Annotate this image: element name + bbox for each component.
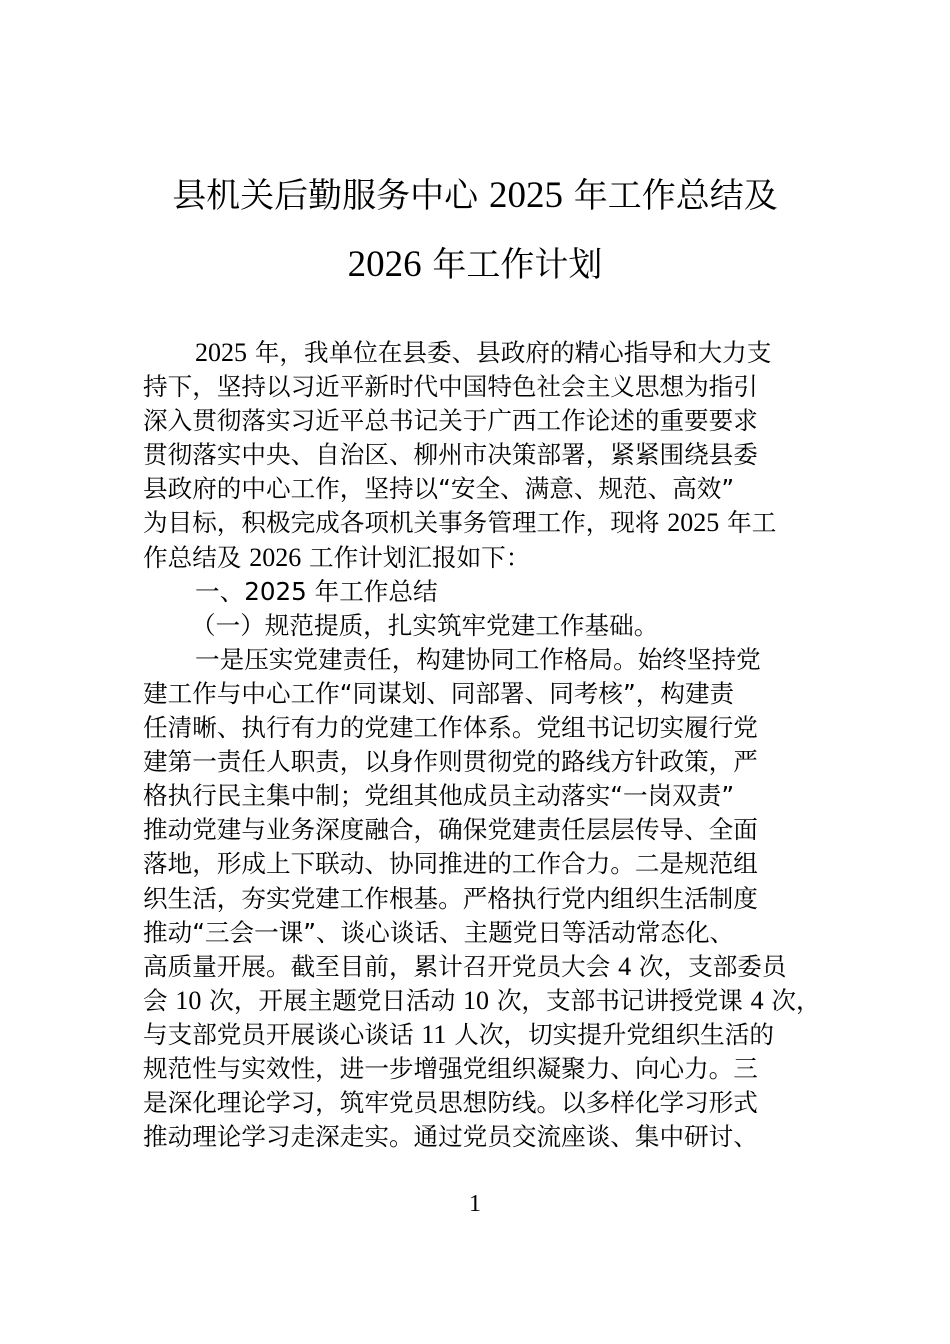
body-text-segment: 年工 (719, 508, 777, 538)
body-text-segment: 年，我单位在县委、县政府的精心指导和大力支 (247, 338, 772, 367)
body-line (143, 984, 821, 1018)
title-text-post: 年工作总结及 (563, 176, 778, 216)
body-text-segment: 任清晰、执行有力的党建工作体系。党组书记切实履行党 (143, 713, 758, 743)
body-line (143, 711, 807, 745)
body-text-segment: 次，支部委员 (631, 951, 787, 981)
body-text-segment: 推动党建与业务深度融合，确保党建责任层层传导、全面 (143, 815, 758, 845)
body-text-segment: 为目标，积极完成各项机关事务管理工作，现将 (143, 508, 668, 538)
body-text-segment: 工作计划汇报如下： (301, 542, 531, 572)
body-text-segment: （一）规范提质，扎实筑牢党建工作基础。 (191, 610, 659, 640)
body-text-segment: 建第一责任人职责，以身作则贯彻党的路线方针政策，严 (143, 747, 758, 777)
body-text-segment: 规范性与实效性，进一步增强党组织凝聚力、向心力。三 (143, 1053, 758, 1083)
body-number: 11 (421, 1019, 447, 1049)
body-line (143, 745, 807, 779)
body-text-segment: 一、2025 年工作总结 (195, 576, 438, 606)
body-text-segment: 一是压实党建责任，构建协同工作格局。始终坚持党 (195, 644, 761, 674)
body-text-segment: 会 (143, 985, 176, 1015)
body-line (143, 950, 807, 984)
body-line (143, 336, 807, 370)
document-title-line-1 (0, 176, 950, 216)
body-text-segment: 贯彻落实中央、自治区、柳州市决策部署，紧紧围绕县委 (143, 440, 758, 470)
body-number: 4 (618, 951, 632, 981)
body-line (143, 677, 807, 711)
body-number: 4 (750, 985, 764, 1015)
title-year-2026: 2026 (347, 244, 422, 285)
body-line (143, 541, 807, 575)
body-text-segment: 格执行民主集中制；党组其他成员主动落实“一岗双责” (143, 781, 735, 811)
body-text-segment: 人次，切实提升党组织生活的 (446, 1019, 774, 1049)
body-line (143, 609, 807, 643)
body-line (143, 575, 807, 609)
body-text-segment: 织生活，夯实党建工作根基。严格执行党内组织生活制度 (143, 883, 758, 913)
document-title-line-2 (0, 245, 950, 285)
body-number: 10 (463, 985, 489, 1015)
body-number: 2025 (667, 508, 720, 538)
body-text-segment: 持下，坚持以习近平新时代中国特色社会主义思想为指引 (143, 372, 758, 402)
title-year-2025: 2025 (489, 175, 563, 216)
body-text-segment: 是深化理论学习，筑牢党员思想防线。以多样化学习形式 (143, 1088, 758, 1118)
body-line (143, 813, 807, 847)
body-text-segment: 建工作与中心工作“同谋划、同部署、同考核”，构建责 (143, 678, 735, 708)
title-text-pre: 县机关后勤服务中心 (172, 176, 489, 216)
body-text-segment: 作总结及 (143, 542, 250, 572)
body-text-segment: 推动“三会一课”、谈心谈话、主题党日等活动常态化、 (143, 917, 735, 947)
body-line (143, 847, 807, 881)
body-line (143, 472, 807, 506)
body-number: 2026 (249, 542, 302, 572)
body-line (143, 1052, 807, 1086)
body-line (143, 643, 807, 677)
body-line (143, 916, 807, 950)
body-number: 10 (175, 985, 202, 1015)
body-number: 2025 (195, 338, 247, 367)
body-text-segment: 推动理论学习走深走实。通过党员交流座谈、集中研讨、 (143, 1122, 758, 1152)
body-line (143, 370, 807, 404)
body-line (143, 882, 807, 916)
body-text-segment: 落地，形成上下联动、协同推进的工作合力。二是规范组 (143, 849, 758, 879)
title-text-plan: 年工作计划 (421, 245, 603, 285)
page-number: 1 (469, 1191, 481, 1217)
body-text-segment: 高质量开展。截至目前，累计召开党员大会 (143, 951, 619, 981)
body-text-segment: 次，支部书记讲授党课 (489, 985, 751, 1015)
body-text-segment: 次，开展主题党日活动 (201, 985, 463, 1015)
body-line (143, 1120, 807, 1154)
body-line (143, 1086, 807, 1120)
body-text-segment: 与支部党员开展谈心谈话 (143, 1019, 422, 1049)
body-line (143, 779, 807, 813)
body-line (143, 404, 807, 438)
body-line (143, 438, 807, 472)
document-body (143, 336, 821, 1154)
body-text-segment: 县政府的中心工作，坚持以“安全、满意、规范、高效” (143, 474, 735, 504)
body-text-segment: 次， (763, 985, 821, 1015)
body-line (143, 506, 807, 540)
body-text-segment: 深入贯彻落实习近平总书记关于广西工作论述的重要要求 (143, 406, 758, 436)
body-line (143, 1018, 807, 1052)
